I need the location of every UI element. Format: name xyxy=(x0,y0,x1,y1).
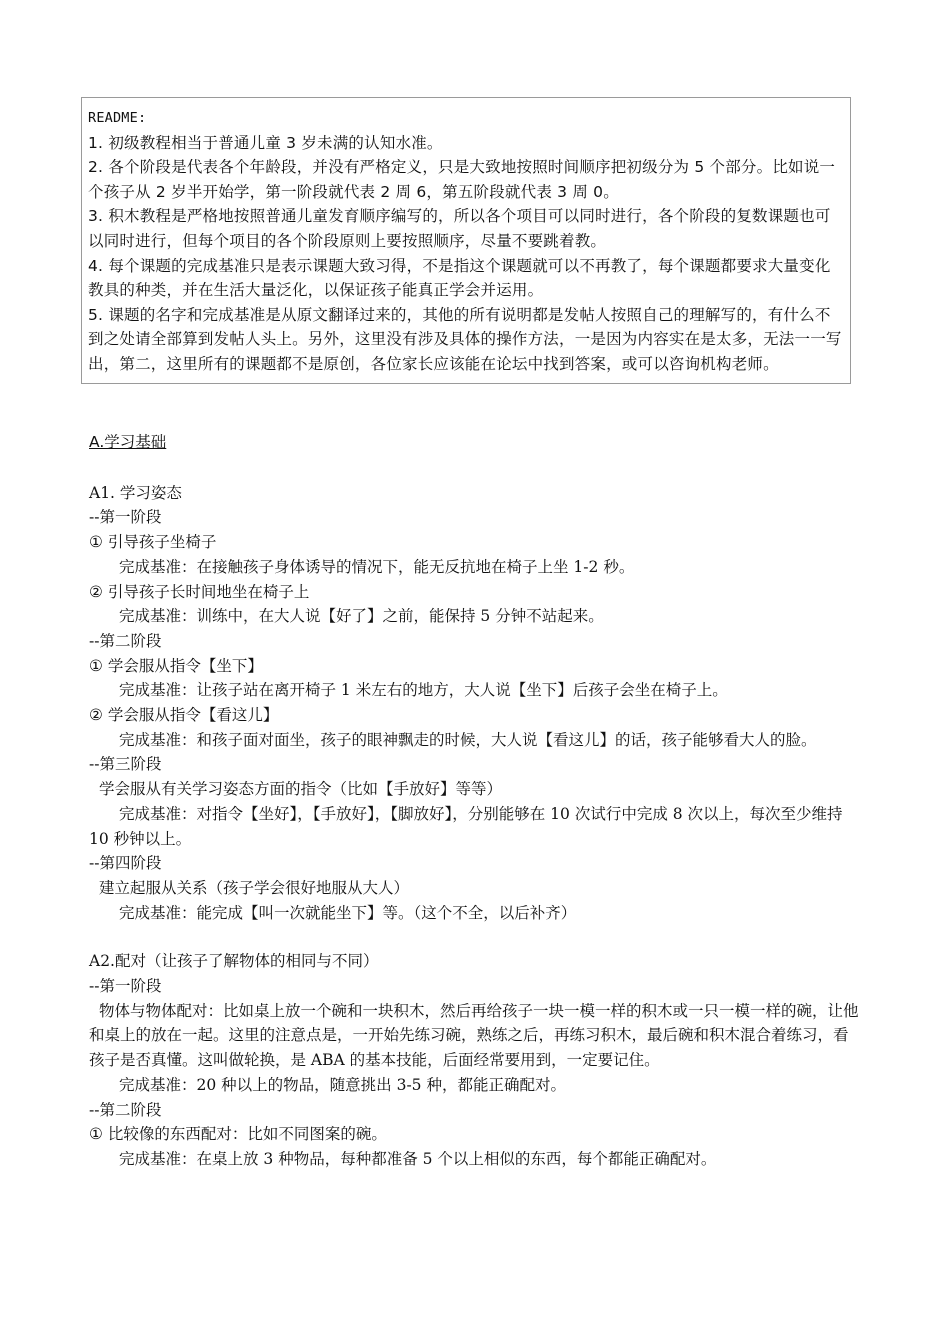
section-title: A.学习基础 xyxy=(89,433,167,451)
a1-s1-criterion-2: 完成基准：训练中，在大人说【好了】之前，能保持 5 分钟不站起来。 xyxy=(119,607,604,626)
a1-s4-item-1: 建立起服从关系（孩子学会很好地服从大人） xyxy=(99,878,410,897)
a2-s2-item-1: ① 比较像的东西配对：比如不同图案的碗。 xyxy=(89,1125,387,1144)
a1-stage-1: --第一阶段 xyxy=(89,508,162,527)
spacer xyxy=(89,925,861,949)
a1-s1-item-2: ② 引导孩子长时间地坐在椅子上 xyxy=(89,582,310,601)
document-body xyxy=(89,430,861,1172)
a2-stage-1: --第一阶段 xyxy=(89,977,162,996)
a1-title: A1. 学习姿态 xyxy=(89,483,182,502)
readme-item-5: 5. 课题的名字和完成基准是从原文翻译过来的，其他的所有说明都是发帖人按照自己的理解写的，有什么不到之处请全部算到发帖人头上。另外，这里没有涉及具体的操作方法，一是因为内容实在是太多，无法一一写出，第二，这里所有的课题都不是原创，各位家长应该能在论坛中找到答案，或可以咨询机构老师。 xyxy=(88,305,842,373)
a1-s2-criterion-1: 完成基准：让孩子站在离开椅子 1 米左右的地方，大人说【坐下】后孩子会坐在椅子上。 xyxy=(119,681,728,700)
readme-box xyxy=(81,97,851,384)
a1-s3-item-1: 学会服从有关学习姿态方面的指令（比如【手放好】等等） xyxy=(99,780,503,799)
a2-stage-2: --第二阶段 xyxy=(89,1100,162,1119)
a1-s3-criterion-1: 完成基准：对指令【坐好】，【手放好】，【脚放好】，分别能够在 10 次试行中完成 8 次以上，每次至少维持 10 秒钟以上。 xyxy=(89,804,843,848)
readme-item-4: 4. 每个课题的完成基准只是表示课题大致习得，不是指这个课题就可以不再教了，每个课题都要求大量变化教具的种类，并在生活大量泛化，以保证孩子能真正学会并运用。 xyxy=(88,256,831,300)
readme-title: README: xyxy=(88,110,147,126)
a1-s2-criterion-2: 完成基准：和孩子面对面坐，孩子的眼神飘走的时候，大人说【看这儿】的话，孩子能够看大人的脸。 xyxy=(119,730,817,749)
a1-s4-criterion-1: 完成基准：能完成【叫一次就能坐下】等。（这个不全，以后补齐） xyxy=(119,903,577,922)
a1-s1-item-1: ① 引导孩子坐椅子 xyxy=(89,533,217,552)
readme-item-2: 2. 各个阶段是代表各个年龄段，并没有严格定义，只是大致地按照时间顺序把初级分为 5 个部分。比如说一个孩子从 2 岁半开始学，第一阶段就代表 2 周 6，第五阶段就代表 3 周 0。 xyxy=(88,158,836,201)
a1-s2-item-1: ① 学会服从指令【坐下】 xyxy=(89,656,263,675)
a2-s1-criterion: 完成基准：20 种以上的物品，随意挑出 3-5 种，都能正确配对。 xyxy=(119,1075,566,1094)
readme-item-3: 3. 积木教程是严格地按照普通儿童发育顺序编写的，所以各个项目可以同时进行，各个阶段的复数课题也可以同时进行，但每个项目的各个阶段原则上要按照顺序，尽量不要跳着教。 xyxy=(88,207,831,250)
a1-stage-4: --第四阶段 xyxy=(89,854,162,873)
a1-stage-3: --第三阶段 xyxy=(89,755,162,774)
a1-s2-item-2: ② 学会服从指令【看这儿】 xyxy=(89,706,279,725)
readme-item-1: 1. 初级教程相当于普通儿童 3 岁未满的认知水准。 xyxy=(88,133,443,152)
a1-stage-2: --第二阶段 xyxy=(89,631,162,650)
a2-s2-criterion-1: 完成基准：在桌上放 3 种物品，每种都准备 5 个以上相似的东西，每个都能正确配对。 xyxy=(119,1149,717,1168)
a1-s1-criterion-1: 完成基准：在接触孩子身体诱导的情况下，能无反抗地在椅子上坐 1-2 秒。 xyxy=(119,557,635,576)
a2-title: A2.配对（让孩子了解物体的相同与不同） xyxy=(89,952,379,971)
a2-s1-description: 物体与物体配对：比如桌上放一个碗和一块积木，然后再给孩子一块一模一样的积木或一只一模一样的碗，让他和桌上的放在一起。这里的注意点是，一开始先练习碗，熟练之后，再练习积木，最后碗和积木混合着练习，看孩子是否真懂。这叫做轮换，是 ABA 的基本技能，后面经常要用到，一定要记住。 xyxy=(89,1001,859,1070)
